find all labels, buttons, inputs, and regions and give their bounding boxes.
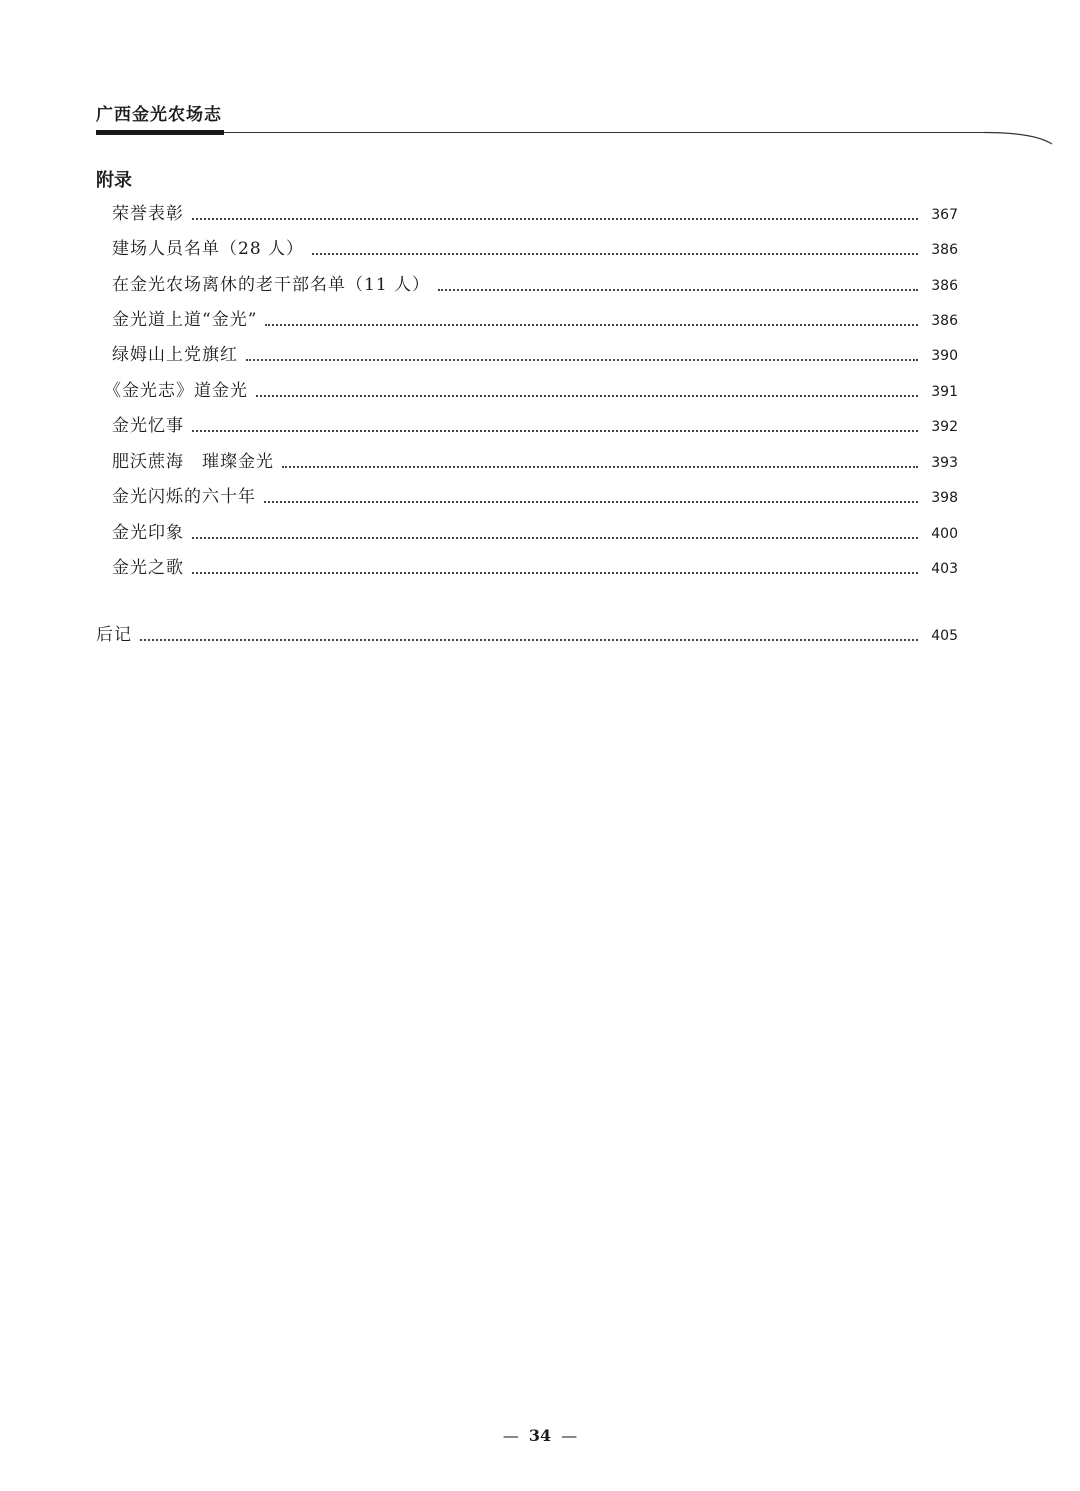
toc-entry-page: 390 xyxy=(931,348,958,364)
toc-entry-title: 在金光农场离休的老干部名单（11 人） xyxy=(112,275,431,295)
header-rule-curve xyxy=(984,130,1054,152)
dot-leader xyxy=(192,429,918,432)
header-rule xyxy=(96,132,986,133)
dot-leader xyxy=(438,288,918,291)
toc-entry-title: 金光忆事 xyxy=(112,416,184,436)
toc-entry[interactable] xyxy=(112,199,958,225)
toc-entry[interactable] xyxy=(112,553,958,579)
page-number xyxy=(0,1426,1080,1445)
book-title: 广西金光农场志 xyxy=(96,105,222,125)
dot-leader xyxy=(265,323,918,326)
toc-entry-page: 400 xyxy=(931,526,958,542)
dot-leader xyxy=(246,358,918,361)
toc-entry-title: 金光之歌 xyxy=(112,558,184,578)
toc-entry-page: 405 xyxy=(931,628,958,644)
toc-entry-page: 398 xyxy=(931,490,958,506)
toc-entry-page: 393 xyxy=(931,455,958,471)
toc-entry-title: 后记 xyxy=(96,625,132,645)
toc-entry-page: 386 xyxy=(931,242,958,258)
page-number-value: 34 xyxy=(528,1426,552,1445)
toc-entry-postscript[interactable] xyxy=(96,620,958,646)
header-rule-accent xyxy=(96,130,224,135)
toc-entry[interactable] xyxy=(112,305,958,331)
toc-entry-page: 386 xyxy=(931,278,958,294)
toc-entry-page: 391 xyxy=(931,384,958,400)
dot-leader xyxy=(192,536,918,539)
toc-entry[interactable] xyxy=(112,518,958,544)
toc-entry[interactable] xyxy=(112,234,958,260)
dot-leader xyxy=(312,252,918,255)
toc-entry-title: 金光印象 xyxy=(112,523,184,543)
toc-entry-page: 392 xyxy=(931,419,958,435)
toc-entry-title: 肥沃蔗海 璀璨金光 xyxy=(112,452,274,472)
toc-entry-title: 金光闪烁的六十年 xyxy=(112,487,256,507)
toc-entry[interactable] xyxy=(112,270,958,296)
toc-entry-title: 绿姆山上党旗红 xyxy=(112,345,238,365)
dot-leader xyxy=(264,500,918,503)
toc-entry[interactable] xyxy=(112,447,958,473)
dot-leader xyxy=(282,465,918,468)
dot-leader xyxy=(192,217,918,220)
dot-leader xyxy=(192,571,918,574)
appendix-heading: 附录 xyxy=(96,170,132,191)
toc-entry-page: 403 xyxy=(931,561,958,577)
toc-entry-page: 386 xyxy=(931,313,958,329)
toc-entry-title: 建场人员名单（28 人） xyxy=(112,239,305,259)
toc-entry-page: 367 xyxy=(931,207,958,223)
toc-entry[interactable] xyxy=(104,376,958,402)
dot-leader xyxy=(140,638,918,641)
toc-entry[interactable] xyxy=(112,411,958,437)
toc-entry-title: 金光道上道“金光” xyxy=(112,310,258,330)
toc-entry[interactable] xyxy=(112,482,958,508)
toc-entry-title: 《金光志》道金光 xyxy=(104,381,248,401)
page-number-dash-left: — xyxy=(502,1426,519,1445)
dot-leader xyxy=(256,394,918,397)
page-number-dash-right: — xyxy=(561,1426,578,1445)
toc-entry-title: 荣誉表彰 xyxy=(112,204,184,224)
toc-entry[interactable] xyxy=(112,340,958,366)
